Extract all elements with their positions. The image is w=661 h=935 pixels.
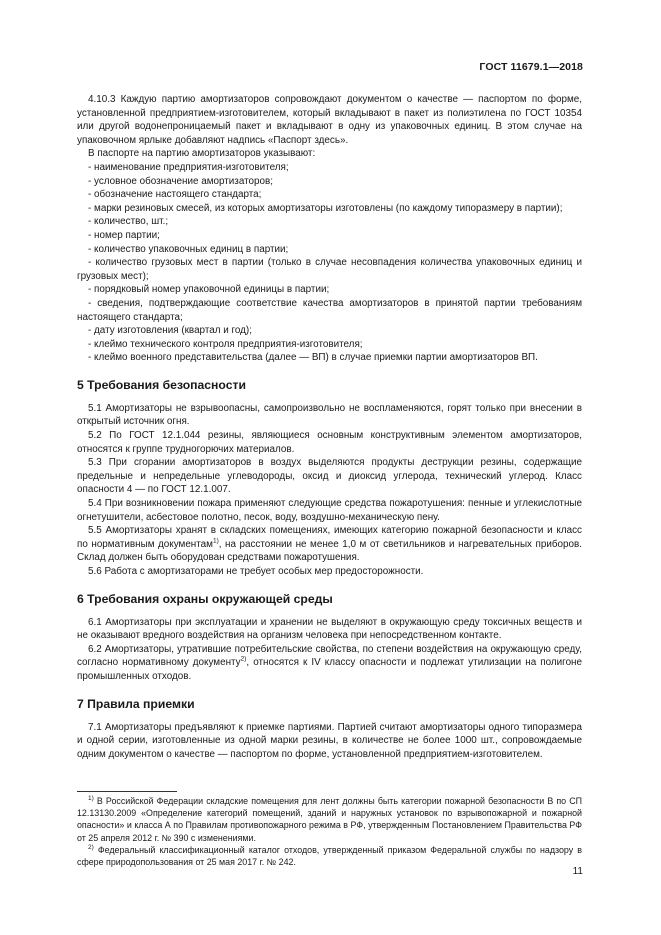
paragraph-5-6: 5.6 Работа с амортизаторами не требует особых мер предосторожности. — [88, 566, 424, 577]
footnote-ref-2: 2) — [240, 656, 247, 664]
list-item: - номер партии; — [88, 229, 160, 241]
footnote-mark: 2) — [88, 843, 94, 851]
paragraph-5-3: 5.3 При сгорании амортизаторов в воздух выделяются продукты деструкции резины, содержащие предельные и непредельные углеводороды, оксид и диоксид углерода, технический углерод. Класс опасности 4 — по ГОСТ 12.1.007. — [77, 457, 582, 496]
paragraph-text: , относятся к IV классу опасности и подлежат утилизации на полигоне промышленных отходов. — [77, 657, 583, 682]
footnotes — [77, 795, 582, 868]
section-heading-safety: 5 Требования безопасности — [77, 377, 246, 392]
list-item: - количество упаковочных единиц в партии; — [88, 243, 289, 255]
page-body — [77, 93, 582, 761]
list-item: - дату изготовления (квартал и год); — [88, 325, 252, 337]
page-number: 11 — [572, 866, 583, 877]
paragraph-text: 6.2 Амортизаторы, утратившие потребительские свойства, по степени воздействия на окружающую среду, согласно нормативному документу — [77, 643, 582, 669]
list-item: - клеймо технического контроля предприятия-изготовителя; — [88, 338, 363, 350]
passport-contents-list — [77, 161, 582, 365]
list-item: - условное обозначение амортизаторов; — [88, 175, 273, 187]
footnote-1 — [77, 795, 582, 844]
paragraph-6-2 — [77, 643, 582, 684]
paragraph-4-10-3 — [77, 93, 582, 147]
paragraph-text: В паспорте на партию амортизаторов указывают: — [88, 148, 316, 160]
list-item: - марки резиновых смесей, из которых амортизаторы изготовлены (по каждому типоразмеру в партии); — [88, 202, 563, 214]
paragraph-5-1: 5.1 Амортизаторы не взрывоопасны, самопроизвольно не воспламеняются, горят только при внесении в открытый источник огня. — [77, 402, 582, 428]
paragraph-5-4: 5.4 При возникновении пожара применяют следующие средства пожаротушения: пенные и углекислотные огнетушители, асбестовое полотно, песок, воду, воздушно-механическую пену. — [77, 498, 582, 523]
section-heading-environment: 6 Требования охраны окружающей среды — [77, 591, 333, 606]
paragraph-5-5 — [77, 524, 582, 565]
list-item: - клеймо военного представительства (далее — ВП) в случае приемки партии амортизаторов ВП. — [88, 352, 538, 364]
paragraph-6-1: 6.1 Амортизаторы при эксплуатации и хранении не выделяют в окружающую среду токсичных веществ и не оказывают вредного воздействия на организм человека при непосредственном контакте. — [77, 616, 582, 642]
footnote-text: В Российской Федерации складские помещения для лент должны быть категории пожарной безопасности В по СП 12.13130.2009 «Определение категорий помещений, зданий и наружных установок по взрывопожарной и пожарной опасности» и класса А по Правилам противопожарного режима в РФ, утвержденным Постановлением Правительства РФ от 25 апреля 2012 г. № 390 с изменениями. — [77, 796, 582, 843]
paragraph-text: , на расстоянии не менее 1,0 м от светильников и нагревательных приборов. Склад должен быть оборудован средствами пожаротушения. — [77, 538, 582, 564]
document-code-header: ГОСТ 11679.1—2018 — [479, 61, 583, 73]
list-item: - порядковый номер упаковочной единицы в партии; — [88, 284, 330, 296]
passport-intro — [77, 147, 582, 161]
footnote-text: Федеральный классификационный каталог отходов, утвержденный приказом Федеральной службы по надзору в сфере природопользования от 25 мая 2017 г. № 242. — [77, 844, 582, 868]
list-item: - количество, шт.; — [88, 216, 169, 228]
footnote-divider — [77, 791, 177, 792]
section-heading-acceptance: 7 Правила приемки — [77, 696, 195, 711]
paragraph-7-1: 7.1 Амортизаторы предъявляют к приемке партиями. Партией считают амортизаторы одного типоразмера и одной серии, изготовленные из одной марки резины, в количестве не более 1000 шт., сопровождаемые одним документом о качестве — паспортом по форме, установленной предприятием-изготовителем. — [77, 721, 582, 760]
paragraph-text: 5.5 Амортизаторы хранят в складских помещениях, имеющих категорию пожарной безопасности и класс по нормативным документам — [77, 525, 582, 550]
list-item: - обозначение настоящего стандарта; — [88, 189, 262, 201]
list-item: - наименование предприятия-изготовителя; — [88, 161, 289, 173]
list-item: - сведения, подтверждающие соответствие качества амортизаторов в принятой партии требованиям настоящего стандарта; — [77, 297, 582, 323]
list-item: - количество грузовых мест в партии (только в случае несовпадения количества упаковочных единиц и грузовых мест); — [77, 257, 582, 282]
paragraph-5-2: 5.2 По ГОСТ 12.1.044 резины, являющиеся основным конструктивным элементом амортизаторов, относятся к группе трудногорючих материалов. — [77, 430, 582, 455]
footnote-mark: 1) — [88, 795, 94, 803]
footnote-ref-1: 1) — [212, 537, 219, 545]
footnote-2 — [77, 844, 582, 868]
paragraph-text: 4.10.3 Каждую партию амортизаторов сопровождают документом о качестве — паспортом по форме, установленной предприятием-изготовителем, который вкладывают в пакет из полиэтилена по ГОСТ 10354 или другой водонепроницаемый пакет и вкладывают в одну из упаковочных единиц. В этом случае на упаковочном ярлыке добавляют надпись «Паспорт здесь». — [77, 94, 582, 146]
